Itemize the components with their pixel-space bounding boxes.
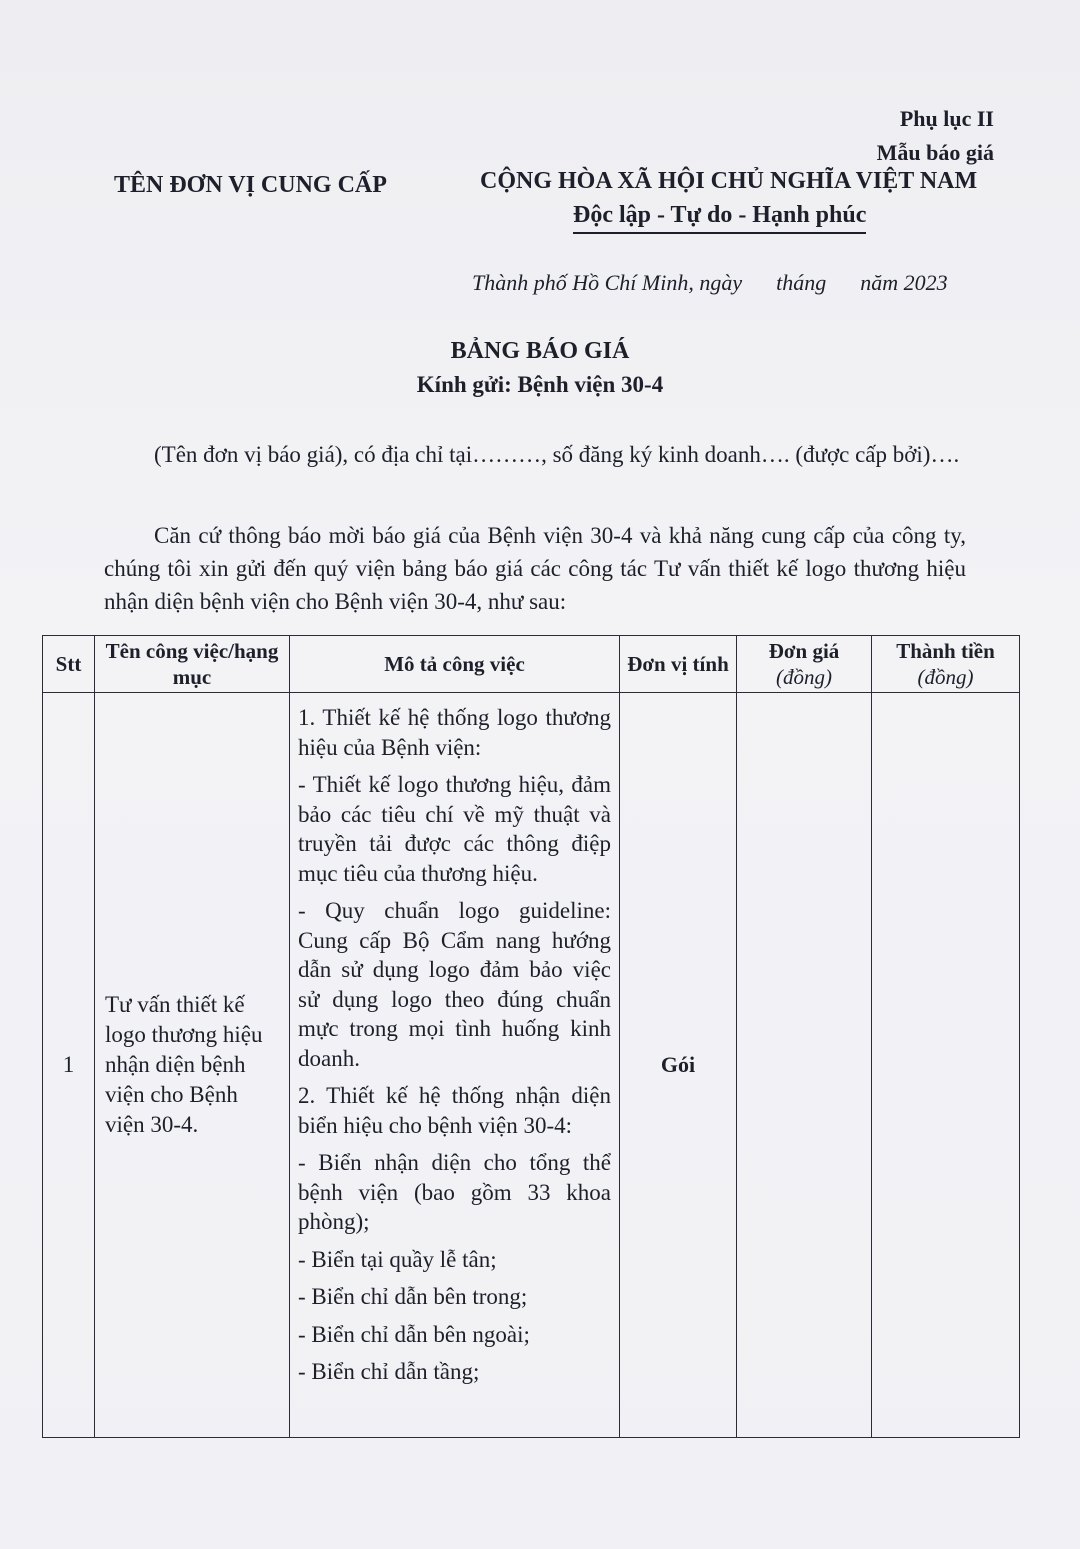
- header-total-label: Thành tiền: [896, 639, 995, 663]
- dateline-year: năm 2023: [860, 270, 948, 295]
- description-line: - Biển nhận diện cho tổng thể bệnh viện (bao gồm 33 khoa phòng);: [298, 1150, 611, 1234]
- table-row: [43, 693, 1020, 1438]
- dateline-month: tháng: [776, 270, 827, 295]
- header-price-label: Đơn giá: [768, 639, 840, 663]
- row-description: [290, 693, 620, 1438]
- dateline-place-day: Thành phố Hồ Chí Minh, ngày: [472, 270, 743, 295]
- header-total: [872, 636, 1020, 693]
- row-name: Tư vấn thiết kế logo thương hiệu nhận diện bệnh viện cho Bệnh viện 30-4.: [95, 693, 290, 1438]
- quotation-table: [42, 635, 1020, 1438]
- row-price: [737, 693, 872, 1438]
- intro-paragraph-text: (Tên đơn vị báo giá), có địa chỉ tại………, số đăng ký kinh doanh…. (được cấp bởi)….: [154, 442, 960, 467]
- row-stt: 1: [43, 693, 95, 1438]
- description-line: 2. Thiết kế hệ thống nhận diện biển hiệu cho bệnh viện 30-4:: [298, 1083, 611, 1138]
- basis-paragraph: [104, 519, 966, 618]
- country-name: CỘNG HÒA XÃ HỘI CHỦ NGHĨA VIỆT NAM: [480, 168, 978, 194]
- annex-label: Phụ lục II: [899, 106, 994, 131]
- description-line: 1. Thiết kế hệ thống logo thương hiệu của Bệnh viện:: [298, 705, 611, 760]
- form-name: Mẫu báo giá: [876, 140, 994, 165]
- row-total: [872, 693, 1020, 1438]
- description-line: - Biển chỉ dẫn bên ngoài;: [298, 1321, 530, 1347]
- header-desc: Mô tả công việc: [290, 636, 620, 693]
- document-title: BẢNG BÁO GIÁ: [450, 338, 630, 364]
- description-line: - Biển chỉ dẫn tầng;: [298, 1359, 480, 1384]
- table-header-row: [43, 636, 1020, 693]
- header-total-unit: (đồng): [917, 665, 974, 689]
- description-line: - Thiết kế logo thương hiệu, đảm bảo các tiêu chí về mỹ thuật và truyền tải được các thông điệp mục tiêu của thương hiệu.: [298, 772, 611, 886]
- description-line: - Quy chuẩn logo guideline: Cung cấp Bộ Cẩm nang hướng dẫn sử dụng logo đảm bảo việc sử dụng logo theo đúng chuẩn mực trong mọi tình huống kinh doanh.: [298, 898, 611, 1071]
- intro-paragraph: [104, 438, 966, 471]
- description-line: - Biển tại quầy lễ tân;: [298, 1246, 497, 1272]
- header-unit: Đơn vị tính: [620, 636, 737, 693]
- description-line: - Biển chỉ dẫn bên trong;: [298, 1284, 528, 1309]
- header-name: Tên công việc/hạng mục: [95, 636, 290, 693]
- row-unit: Gói: [620, 693, 737, 1438]
- header-stt: Stt: [43, 636, 95, 693]
- national-motto: Độc lập - Tự do - Hạnh phúc: [573, 202, 866, 234]
- supplier-name: TÊN ĐƠN VỊ CUNG CẤP: [114, 172, 387, 198]
- recipient-line: Kính gửi: Bệnh viện 30-4: [416, 372, 664, 397]
- header-price: [737, 636, 872, 693]
- dateline: [472, 270, 948, 296]
- header-price-unit: (đồng): [776, 665, 832, 689]
- basis-paragraph-text: Căn cứ thông báo mời báo giá của Bệnh viện 30-4 và khả năng cung cấp của công ty, chúng tôi xin gửi đến quý viện bảng báo giá các công tác Tư vấn thiết kế logo thương hiệu nhận diện bệnh viện cho Bệnh viện 30-4, như sau:: [104, 523, 966, 614]
